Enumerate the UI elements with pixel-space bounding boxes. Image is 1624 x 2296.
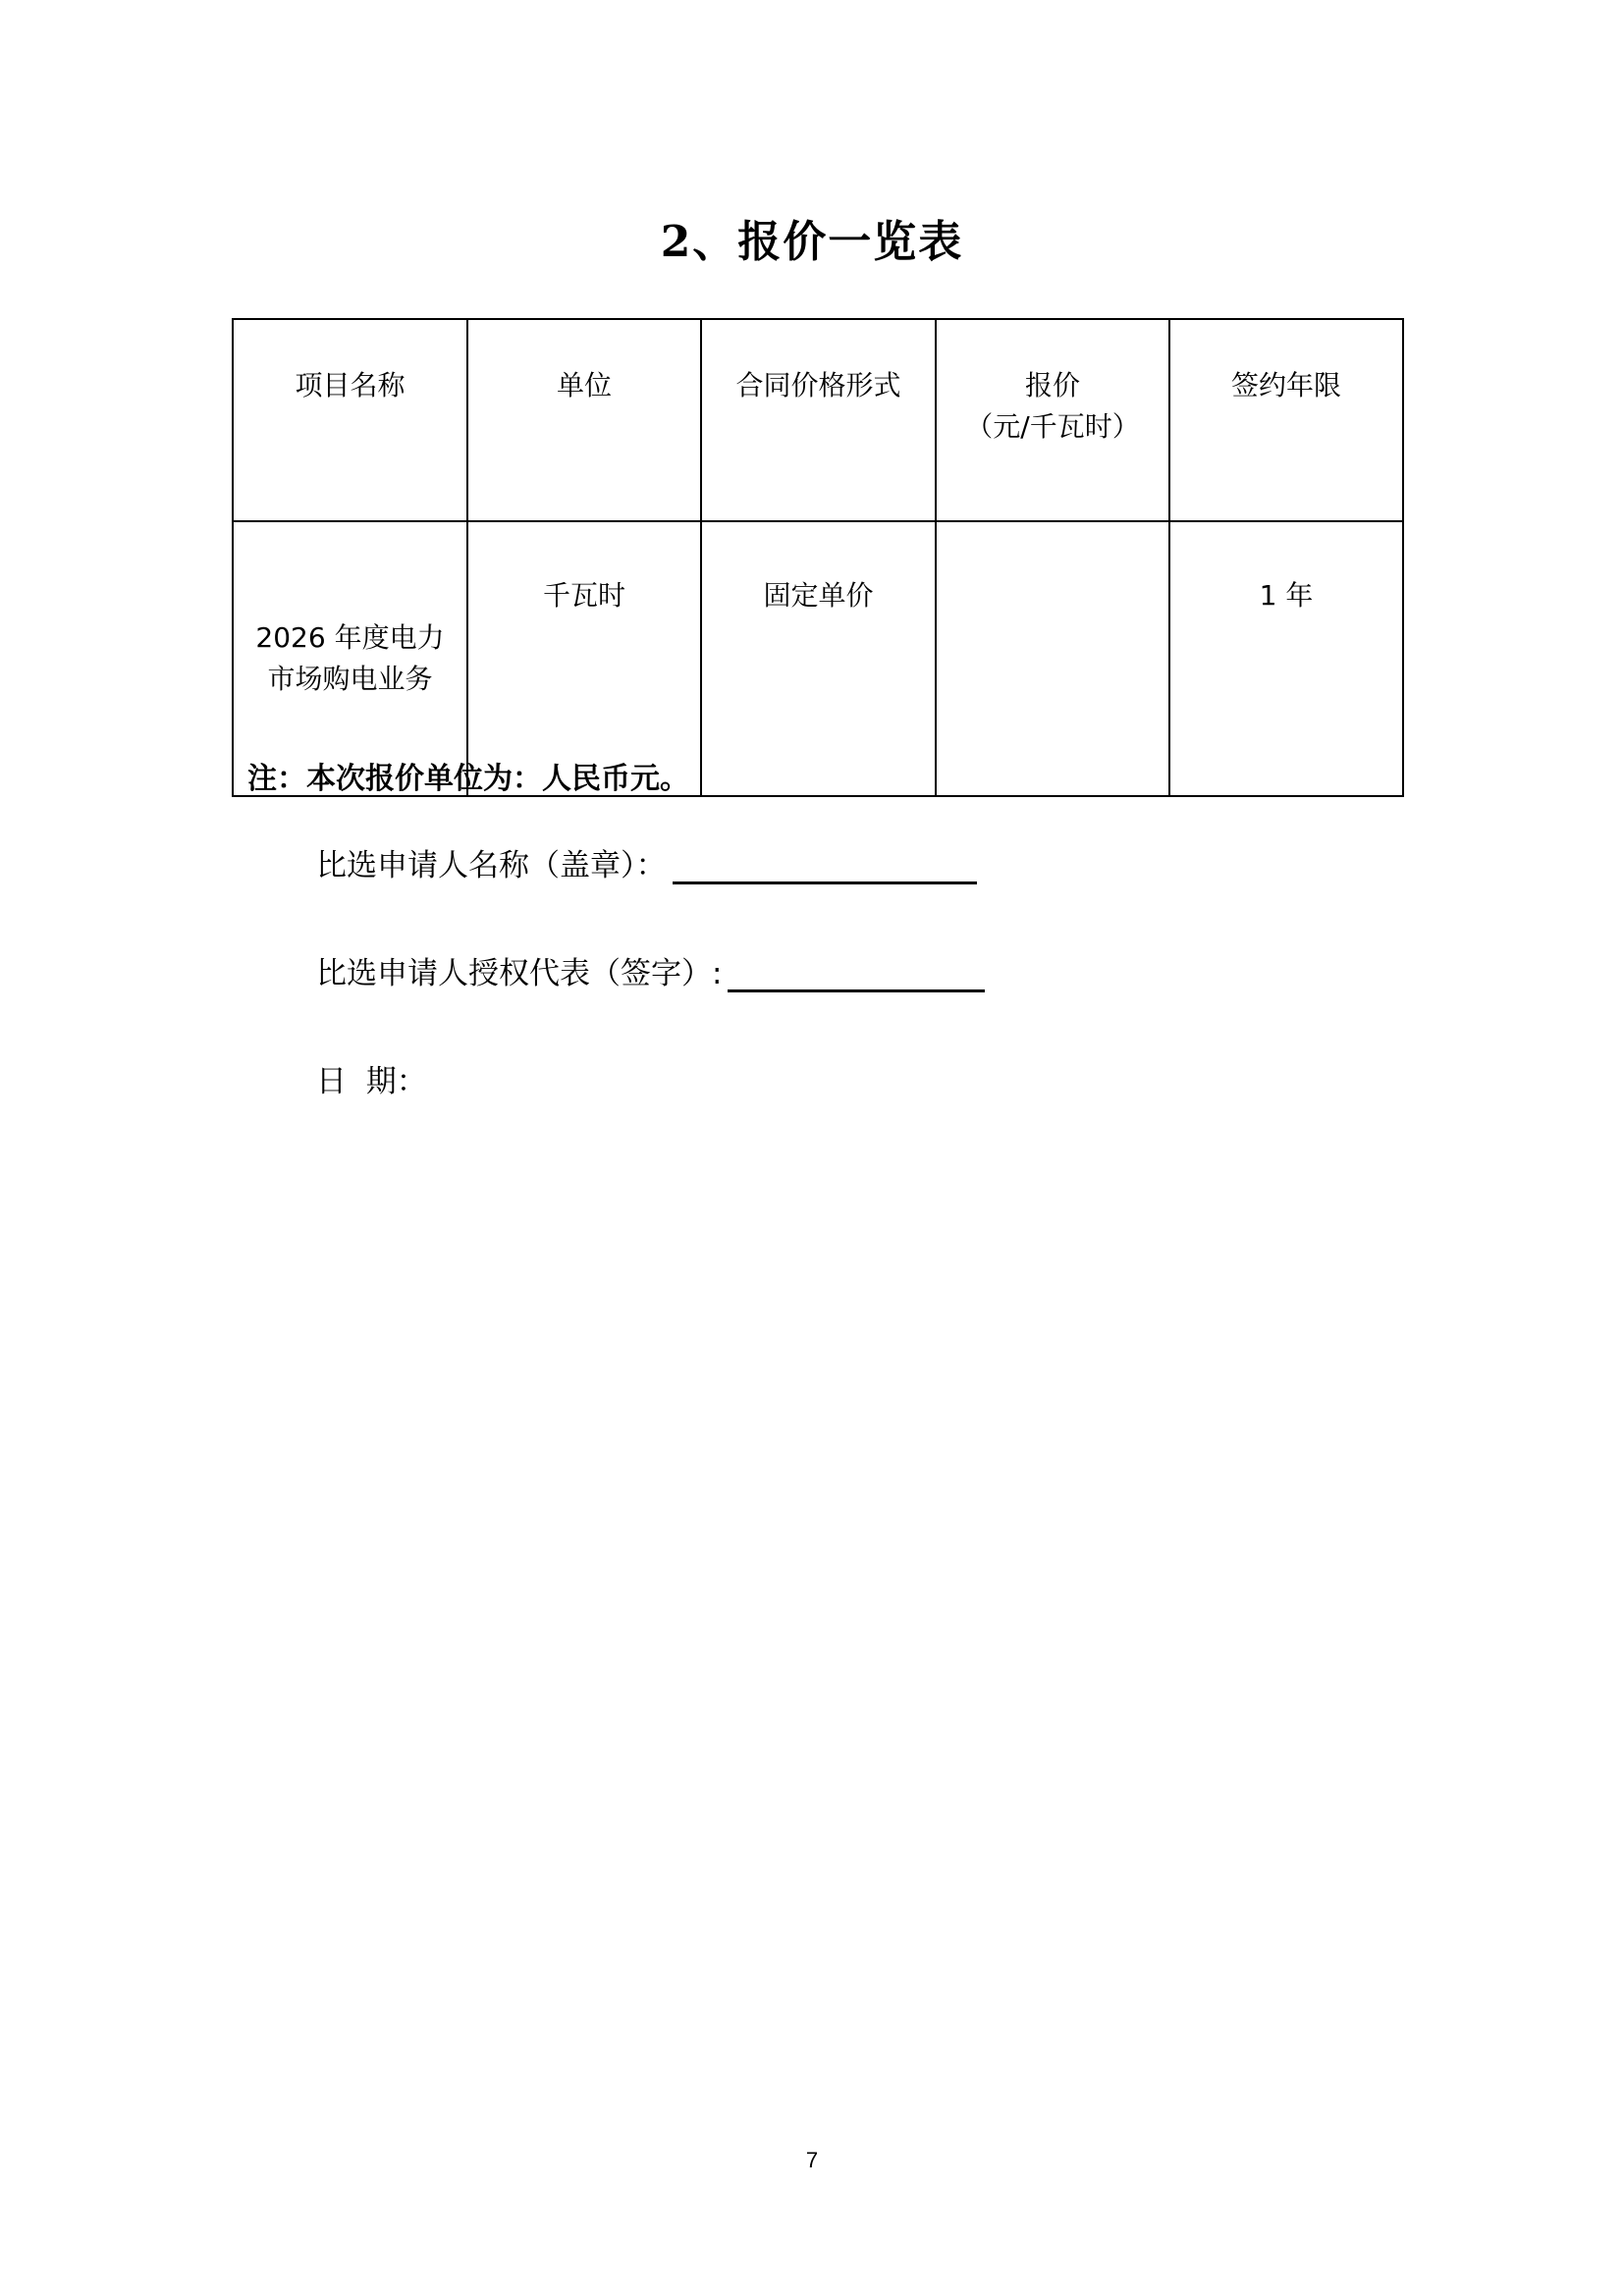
header-project-name: 项目名称: [233, 319, 467, 521]
cell-unit: 千瓦时: [467, 521, 701, 796]
page-number: 7: [805, 2148, 819, 2172]
representative-signature-line[interactable]: [728, 958, 985, 992]
cell-quote[interactable]: [936, 521, 1169, 796]
applicant-name-label: 比选申请人名称（盖章）：: [316, 848, 667, 883]
date-field: [316, 1056, 427, 1100]
header-quote: [936, 319, 1169, 521]
header-term: 签约年限: [1169, 319, 1403, 521]
project-name-line1: 2026 年度电力: [255, 621, 445, 654]
header-unit: 单位: [467, 319, 701, 521]
representative-label: 比选申请人授权代表（签字）:: [316, 956, 723, 991]
table-header-row: [233, 319, 1403, 521]
currency-note: 注：本次报价单位为：人民币元。: [247, 762, 689, 796]
representative-field: [316, 948, 985, 992]
header-quote-unit: （元/千瓦时）: [965, 410, 1140, 443]
page-title: 2、报价一览表: [660, 217, 964, 267]
header-quote-label: 报价: [1024, 369, 1080, 401]
applicant-name-field: [316, 840, 977, 884]
project-name-line2: 市场购电业务: [267, 663, 433, 695]
applicant-name-signature-line[interactable]: [673, 850, 977, 884]
cell-price-form: 固定单价: [701, 521, 936, 796]
header-price-form: 合同价格形式: [701, 319, 936, 521]
cell-term: 1 年: [1169, 521, 1403, 796]
quotation-table: [232, 318, 1404, 797]
date-label: 日 期：: [316, 1064, 427, 1099]
